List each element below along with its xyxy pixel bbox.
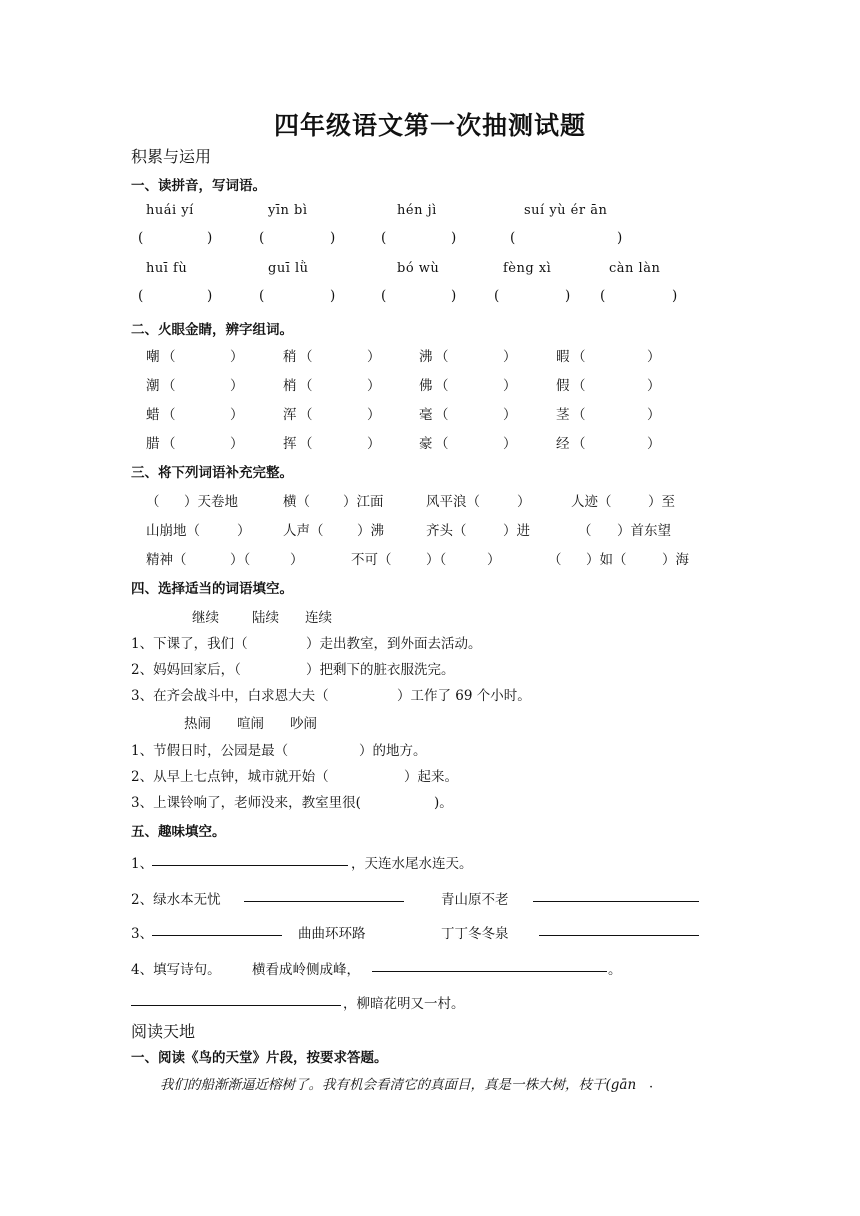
answer-blank[interactable] (372, 957, 607, 976)
paren-close: ) (617, 230, 623, 246)
paren-open: （ (435, 436, 449, 452)
char: 蜡 (146, 407, 160, 423)
paren-close: ) (330, 288, 336, 304)
idiom-fragment: ）如（ (586, 552, 627, 568)
fill-item: ，天连水尾水连天。 (351, 856, 473, 872)
char: 佛 (419, 378, 433, 394)
paren-close: ） (503, 378, 517, 394)
idiom-fragment: （ (578, 523, 592, 539)
word-option: 吵闹 (290, 716, 317, 732)
q3-heading: 三、将下列词语补充完整。 (131, 465, 293, 481)
pinyin: fèng xì (503, 261, 552, 276)
fill-item: 3、上课铃响了，老师没来，教室里很( (131, 795, 361, 811)
paren-open: ( (600, 288, 606, 304)
answer-blank[interactable] (131, 991, 341, 1010)
emphasis-dot: · (649, 1080, 654, 1095)
section-accumulation: 积累与运用 (131, 147, 212, 166)
word-option: 连续 (305, 610, 332, 626)
idiom-fragment: ）海 (662, 552, 689, 568)
q5-heading: 五、趣味填空。 (131, 824, 226, 840)
fill-item: 2、妈妈回家后，（ (131, 662, 241, 678)
paren-close: ） (647, 436, 661, 452)
char: 浑 (283, 407, 297, 423)
idiom-fragment: ）天卷地 (184, 494, 238, 510)
fill-item: ）工作了 69 个小时。 (397, 688, 531, 704)
paren-open: ( (494, 288, 500, 304)
fill-item: 青山原不老 (441, 892, 509, 908)
fill-item: 4、填写诗句。 (131, 962, 221, 978)
idiom-fragment: 精神（ (146, 552, 187, 568)
char: 沸 (419, 349, 433, 365)
answer-blank[interactable] (152, 921, 282, 940)
fill-item: ，柳暗花明又一村。 (343, 996, 465, 1012)
idiom-fragment: ）江面 (343, 494, 384, 510)
paren-close: ） (367, 378, 381, 394)
paren-open: （ (572, 378, 586, 394)
idiom-fragment: ）首东望 (617, 523, 671, 539)
word-option: 喧闹 (237, 716, 264, 732)
char: 潮 (146, 378, 160, 394)
idiom-fragment: ） (517, 494, 531, 510)
answer-blank[interactable] (533, 887, 699, 906)
word-option: 热闹 (184, 716, 211, 732)
char: 毫 (419, 407, 433, 423)
paren-open: ( (138, 288, 144, 304)
idiom-fragment: 横（ (283, 494, 310, 510)
char: 稍 (283, 349, 297, 365)
pinyin: bó wù (397, 261, 440, 276)
pinyin: guī lǜ (268, 261, 309, 276)
idiom-fragment: ） (487, 552, 501, 568)
paren-close: ) (451, 230, 457, 246)
paren-open: （ (572, 349, 586, 365)
page-title: 四年级语文第一次抽测试题 (273, 111, 586, 140)
paren-close: ) (207, 230, 213, 246)
char: 豪 (419, 436, 433, 452)
paren-close: ） (647, 378, 661, 394)
paren-close: ） (503, 436, 517, 452)
q4-heading: 四、选择适当的词语填空。 (131, 581, 293, 597)
paren-open: （ (162, 407, 176, 423)
paren-close: ) (330, 230, 336, 246)
idiom-fragment: （ (548, 552, 562, 568)
char: 挥 (283, 436, 297, 452)
paren-close: ） (367, 349, 381, 365)
paren-open: （ (299, 407, 313, 423)
idiom-fragment: （ (146, 494, 160, 510)
fill-item: ）走出教室，到外面去活动。 (306, 636, 482, 652)
char: 暇 (556, 349, 570, 365)
pinyin: huī fù (146, 261, 188, 276)
paren-close: ) (451, 288, 457, 304)
paren-open: ( (381, 288, 387, 304)
pinyin: càn làn (609, 261, 661, 276)
fill-item: 1、 (131, 856, 154, 872)
paren-close: ） (230, 436, 244, 452)
reading-paragraph: 我们的船渐渐逼近榕树了。我有机会看清它的真面目，真是一株大树，枝干(gān (160, 1077, 637, 1093)
idiom-fragment: ）（ (230, 552, 251, 568)
fill-item: )。 (434, 795, 453, 811)
fill-item: 1、节假日时，公园是最（ (131, 743, 289, 759)
fill-item: 2、绿水本无忧 (131, 892, 221, 908)
idiom-fragment: 风平浪（ (426, 494, 480, 510)
idiom-fragment: 齐头（ (426, 523, 467, 539)
idiom-fragment: ） (237, 523, 251, 539)
section-reading: 阅读天地 (131, 1022, 196, 1041)
char: 腊 (146, 436, 160, 452)
paren-open: （ (435, 407, 449, 423)
paren-open: ( (259, 230, 265, 246)
paren-close: ) (672, 288, 678, 304)
paren-close: ） (230, 349, 244, 365)
char: 梢 (283, 378, 297, 394)
pinyin: yīn bì (268, 203, 308, 218)
char: 茎 (556, 407, 570, 423)
idiom-fragment: ） (290, 552, 304, 568)
answer-blank[interactable] (244, 887, 404, 906)
fill-item: ）起来。 (404, 769, 458, 785)
paren-close: ) (565, 288, 571, 304)
word-option: 陆续 (252, 610, 279, 626)
fill-item: ）的地方。 (359, 743, 427, 759)
paren-open: （ (572, 436, 586, 452)
fill-item: 3、 (131, 926, 154, 942)
word-option: 继续 (192, 610, 219, 626)
q2-heading: 二、火眼金睛，辨字组词。 (131, 322, 293, 338)
char: 假 (556, 378, 570, 394)
paren-close: ） (230, 407, 244, 423)
paren-open: ( (138, 230, 144, 246)
fill-item: 1、下课了，我们（ (131, 636, 248, 652)
r1-heading: 一、阅读《鸟的天堂》片段，按要求答题。 (131, 1050, 388, 1066)
paren-close: ） (647, 349, 661, 365)
q1-heading: 一、读拼音，写词语。 (131, 178, 266, 194)
fill-item: 丁丁冬冬泉 (441, 926, 509, 942)
idiom-fragment: ）至 (648, 494, 675, 510)
paren-open: （ (162, 349, 176, 365)
fill-item: 3、在齐会战斗中，白求恩大夫（ (131, 688, 329, 704)
paren-close: ） (367, 407, 381, 423)
idiom-fragment: 人迹（ (571, 494, 612, 510)
paren-close: ) (207, 288, 213, 304)
idiom-fragment: 不可（ (351, 552, 392, 568)
paren-close: ） (647, 407, 661, 423)
fill-item: 。 (608, 962, 622, 978)
char: 经 (556, 436, 570, 452)
paren-open: （ (572, 407, 586, 423)
idiom-fragment: ）（ (426, 552, 447, 568)
fill-item: 2、从早上七点钟，城市就开始（ (131, 769, 329, 785)
char: 嘲 (146, 349, 160, 365)
idiom-fragment: 山崩地（ (146, 523, 200, 539)
paren-close: ） (503, 349, 517, 365)
fill-item: ）把剩下的脏衣服洗完。 (306, 662, 455, 678)
answer-blank[interactable] (539, 921, 699, 940)
pinyin: hén jì (397, 203, 437, 218)
fill-item: 横看成岭侧成峰， (252, 962, 360, 978)
answer-blank[interactable] (152, 851, 348, 870)
paren-close: ） (503, 407, 517, 423)
paren-open: （ (162, 378, 176, 394)
paren-open: ( (381, 230, 387, 246)
paren-open: ( (259, 288, 265, 304)
paren-open: （ (299, 378, 313, 394)
fill-item: 曲曲环环路 (298, 926, 366, 942)
pinyin: huái yí (146, 203, 194, 218)
paren-open: （ (435, 349, 449, 365)
paren-open: （ (299, 436, 313, 452)
idiom-fragment: ）沸 (357, 523, 384, 539)
paren-open: （ (162, 436, 176, 452)
paren-open: ( (510, 230, 516, 246)
paren-close: ） (230, 378, 244, 394)
pinyin: suí yù ér ān (524, 203, 608, 218)
paren-open: （ (435, 378, 449, 394)
idiom-fragment: 人声（ (283, 523, 324, 539)
paren-open: （ (299, 349, 313, 365)
idiom-fragment: ）进 (503, 523, 530, 539)
paren-close: ） (367, 436, 381, 452)
